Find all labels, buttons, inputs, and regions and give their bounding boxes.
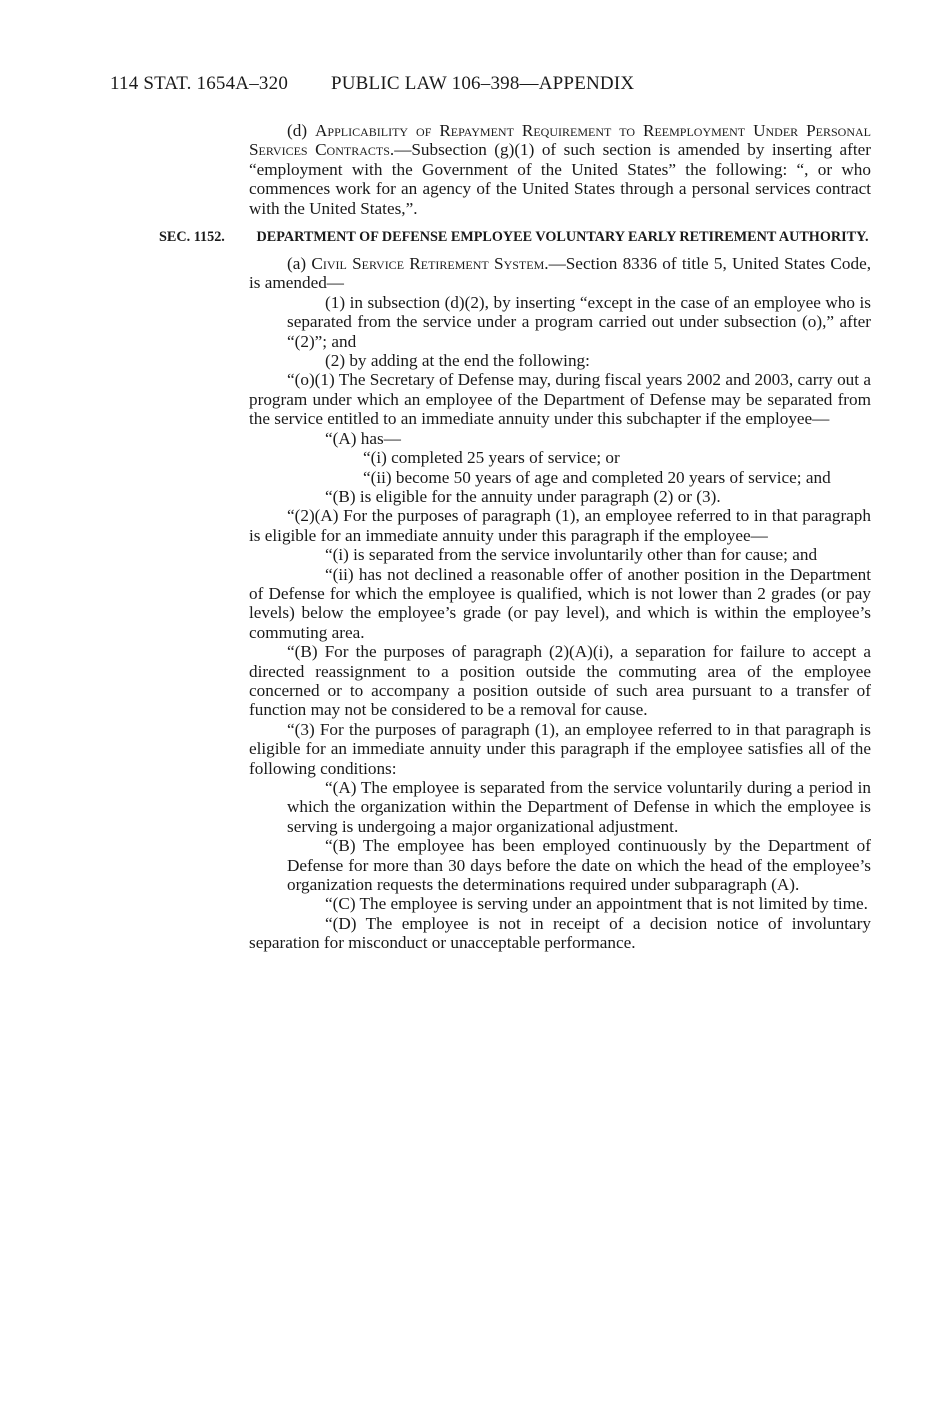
statute-citation: 114 STAT. 1654A–320	[110, 73, 289, 94]
subsection-a-label: (a)	[287, 254, 307, 274]
subsection-a-text: —Section 8336 of title 5, United States Code, is amended—	[249, 254, 871, 293]
section-title: DEPARTMENT OF DEFENSE EMPLOYEE VOLUNTARY EARLY RETIREMENT AUTHORITY.	[256, 229, 869, 246]
para-o-2-A-ii: “(ii) has not declined a reasonable offer of another position in the Department of Defense for which the employee is qualified, which is not lower than 2 grades (or pay levels) below the employee’s grade (or pay level), and which is within the employee’s commuting area.	[249, 564, 871, 642]
subsection-a	[249, 254, 871, 293]
para-o-3-C: “(C) The employee is serving under an appointment that is not limited by time.	[325, 894, 868, 914]
subsection-d-text: —Subsection (g)(1) of such section is amended by inserting after “employment with the Government of the United States” the following: “, or who commences work for an agency of the United States through a personal services contract with the United States,”.	[249, 140, 871, 218]
para-o-2-B: “(B) For the purposes of paragraph (2)(A)(i), a separation for failure to accept a directed reassignment to a position outside the commuting area of the employee concerned or to accompany a position outside of such area pursuant to a transfer of function may not be considered to be a removal for cause.	[249, 642, 871, 720]
para-o-1-B: “(B) is eligible for the annuity under paragraph (2) or (3).	[325, 486, 721, 506]
para-o-1-A-ii: “(ii) become 50 years of age and completed 20 years of service; and	[363, 467, 831, 487]
subsection-d-label: (d)	[287, 121, 308, 140]
para-o-1: “(o)(1) The Secretary of Defense may, during fiscal years 2002 and 2003, carry out a program under which an employee of the Department of Defense may be separated from the service entitled to an immediate annuity under this subchapter if the employee—	[249, 370, 871, 429]
para-o-2-A: “(2)(A) For the purposes of paragraph (1), an employee referred to in that paragraph is eligible for an immediate annuity under this paragraph if the employee—	[249, 506, 871, 545]
para-o-3-D: “(D) The employee is not in receipt of a decision notice of involuntary separation for misconduct or unacceptable performance.	[249, 913, 871, 953]
subsection-a-heading: Civil Service Retirement System.	[311, 254, 549, 274]
amendment-item-1: (1) in subsection (d)(2), by inserting “except in the case of an employee who is separated from the service under a program carried out under subsection (o),” after “(2)”; and	[287, 292, 871, 351]
para-o-2-A-i: “(i) is separated from the service involuntarily other than for cause; and	[325, 545, 818, 565]
subsection-d-heading: Applicability of Repayment Requirement to Reemployment Under Personal Services Contracts.	[249, 121, 871, 160]
para-o-3-A-text: “(A) The employee is separated from the service voluntarily during a period in which the organization within the Department of Defense in which the employee is serving is undergoing a major organizational adjustment.	[287, 778, 871, 836]
para-o-3: “(3) For the purposes of paragraph (1), an employee referred to in that paragraph is eligible for an immediate annuity under this paragraph if the employee satisfies all of the following conditions:	[249, 719, 871, 778]
para-o-3-A	[249, 778, 871, 836]
document-body	[159, 121, 871, 953]
para-o-3-B: “(B) The employee has been employed continuously by the Department of Defense for more than 30 days before the date on which the head of the employee’s organization requests the determinations required under subparagraph (A).	[287, 836, 871, 895]
section-heading: SEC. 1152. DEPARTMENT OF DEFENSE EMPLOYEE VOLUNTARY EARLY RETIREMENT AUTHORITY.	[159, 229, 869, 246]
amendment-item-2: (2) by adding at the end the following:	[325, 351, 590, 371]
para-o-1-A: “(A) has—	[325, 428, 401, 448]
subsection-d	[249, 121, 871, 218]
running-header	[110, 73, 810, 95]
public-law-title: PUBLIC LAW 106–398—APPENDIX	[330, 73, 635, 94]
para-o-1-A-i: “(i) completed 25 years of service; or	[363, 448, 620, 468]
